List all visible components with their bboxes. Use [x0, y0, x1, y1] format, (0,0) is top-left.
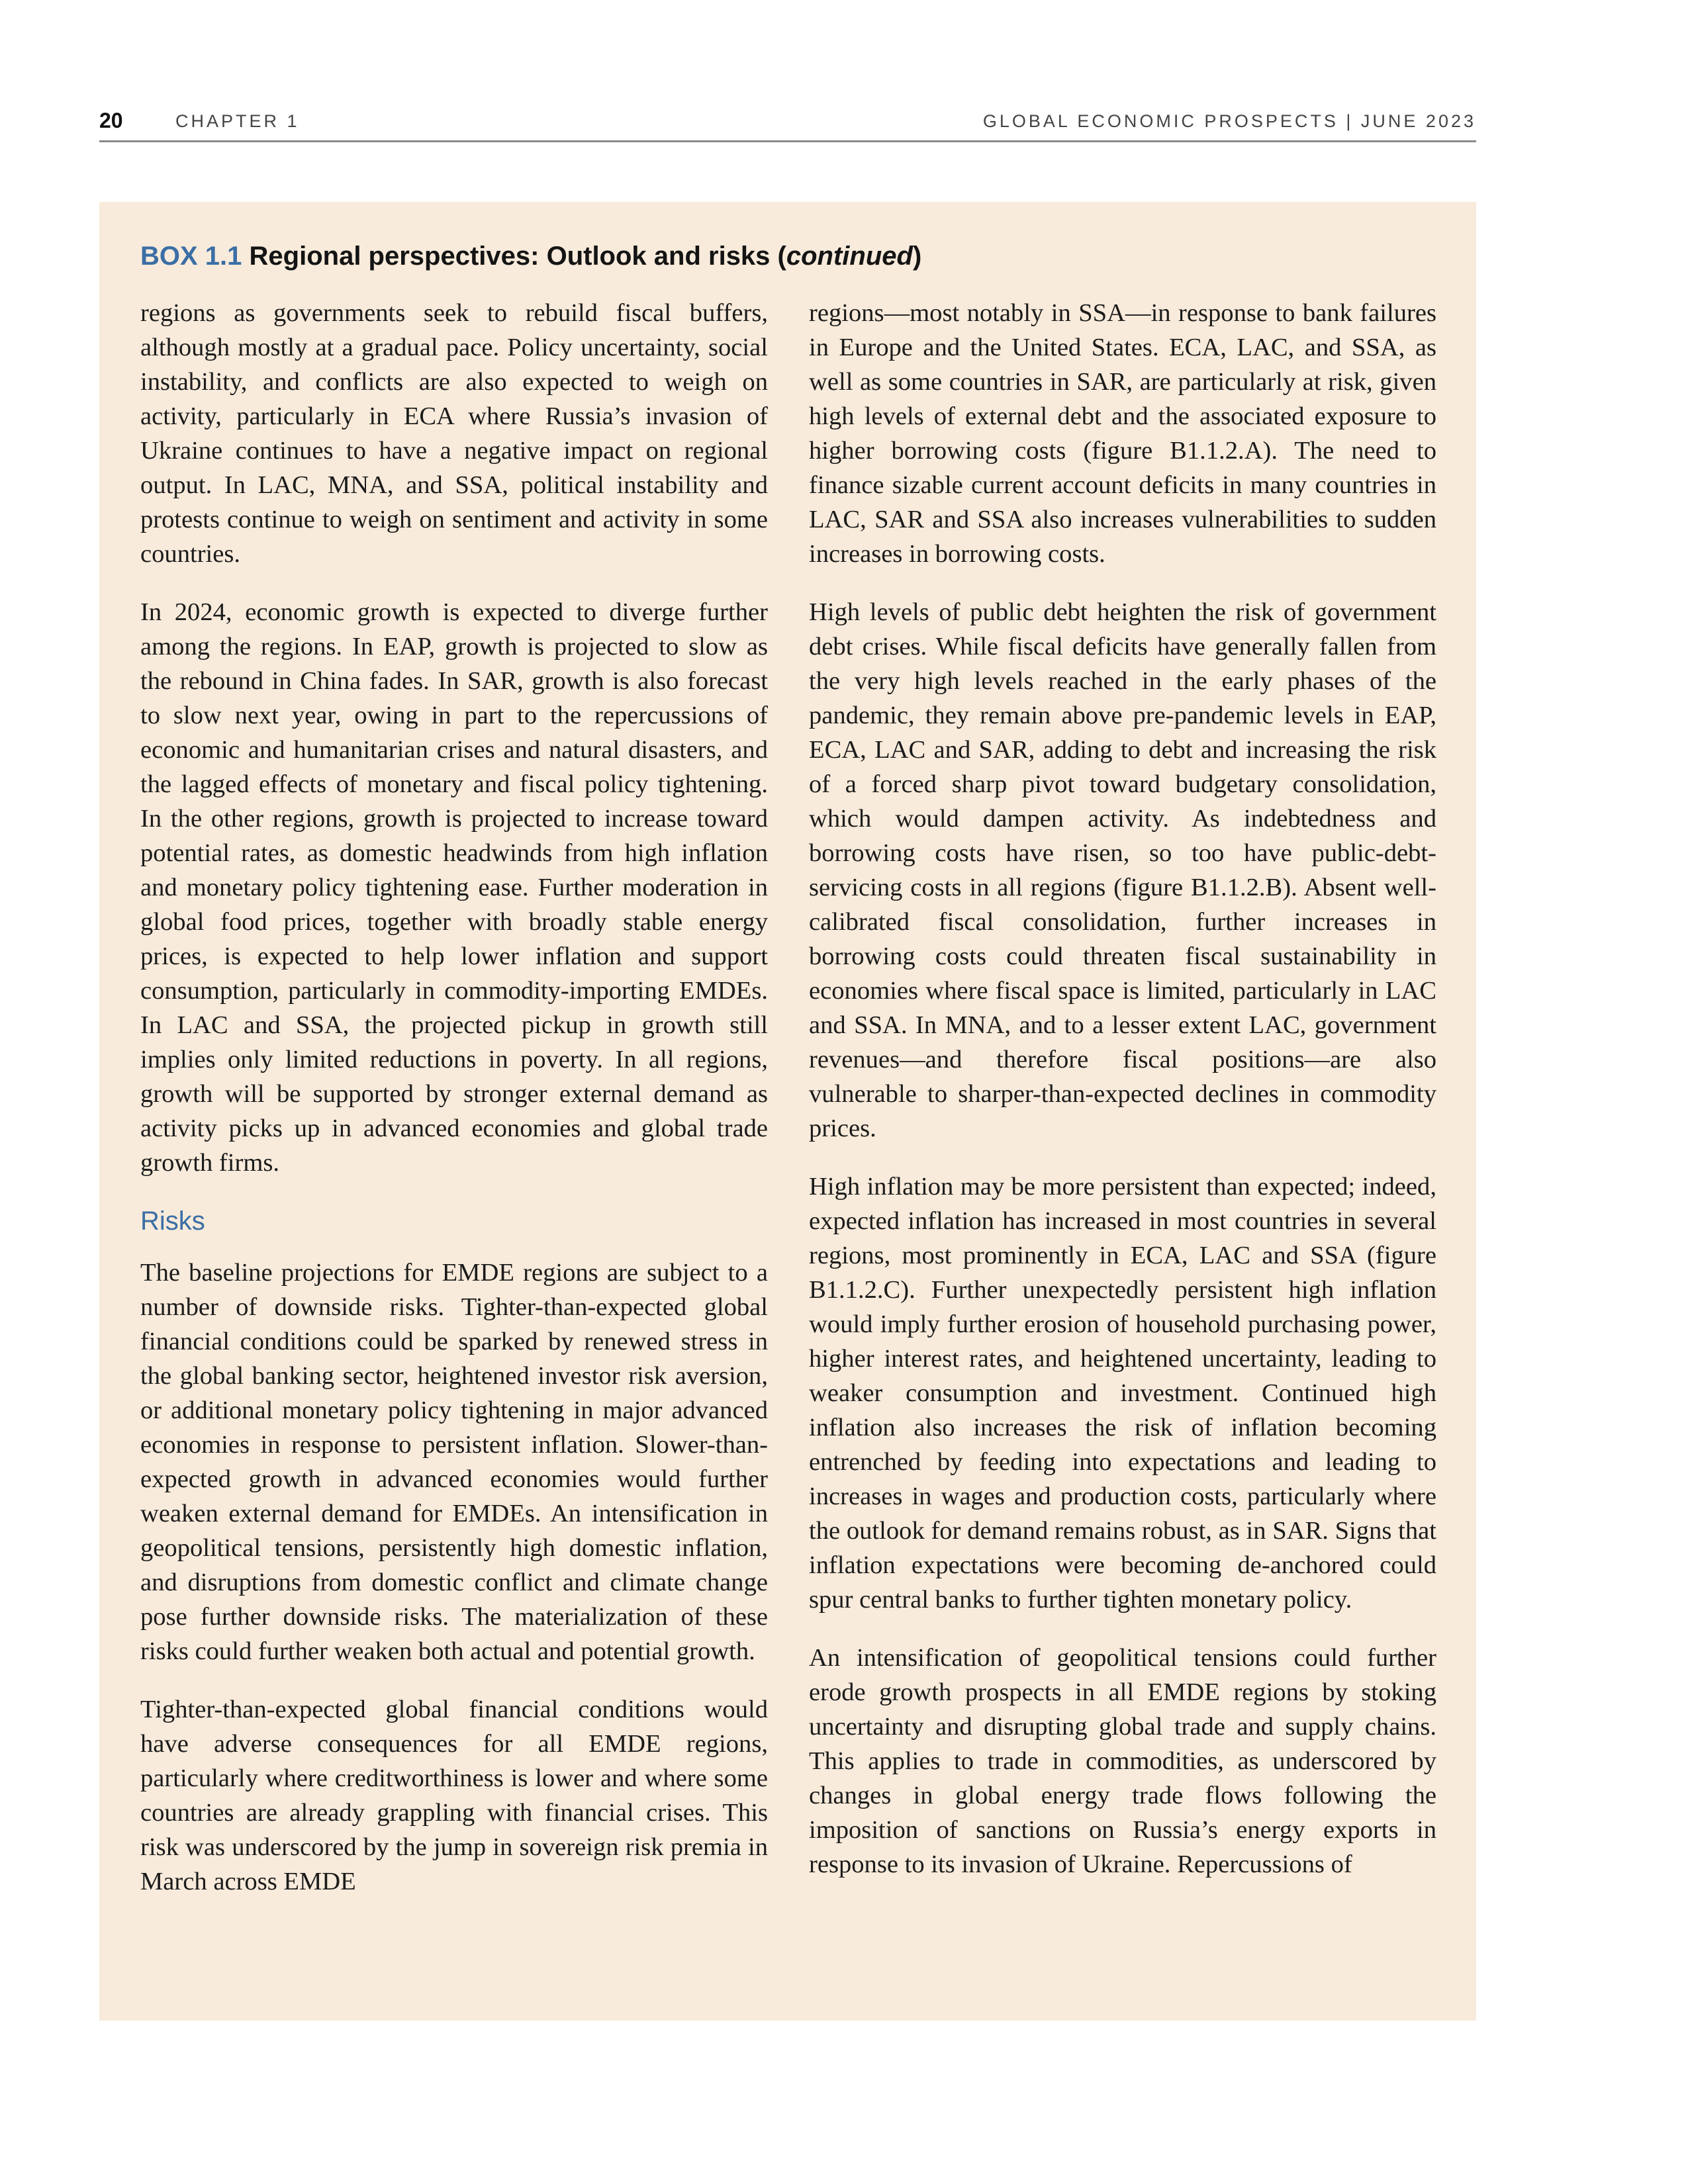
box-title-end: ) [912, 242, 922, 271]
paragraph: regions as governments seek to rebuild fiscal buffers, although mostly at a gradual pace. Policy uncertainty, social instability, and conflicts are also expected to weigh on activity, particularly in ECA where Russia’s invasion of Ukraine continues to have a negative impact on regional output. In LAC, MNA, and SSA, political instability and protests continue to weigh on sentiment and activity in some countries. [140, 299, 768, 568]
right-column [809, 296, 1436, 1905]
left-column [140, 296, 768, 1923]
paragraph: High inflation may be more persistent than expected; indeed, expected inflation has increased in most countries in several regions, most prominently in ECA, LAC and SSA (figure B1.1.2.C). Further unexpectedly persistent high inflation would imply further erosion of household purchasing power, higher interest rates, and heightened uncertainty, leading to weaker consumption and investment. Continued high inflation also increases the risk of inflation becoming entrenched by feeding into expectations and leading to increases in wages and production costs, particularly where the outlook for demand remains robust, as in SAR. Signs that inflation expectations were becoming de-anchored could spur central banks to further tighten monetary policy. [809, 1173, 1436, 1614]
section-heading-risks: Risks [140, 1206, 205, 1236]
paragraph: High levels of public debt heighten the risk of government debt crises. While fiscal deficits have generally fallen from the very high levels reached in the early phases of the pandemic, they remain above pre-pandemic levels in EAP, ECA, LAC and SAR, adding to debt and increasing the risk of a forced sharp pivot toward budgetary consolidation, which would dampen activity. As indebtedness and borrowing costs have risen, so too have public-debt-servicing costs in all regions (figure B1.1.2.B). Absent well-calibrated fiscal consolidation, further increases in borrowing costs could threaten fiscal sustainability in economies where fiscal space is limited, particularly in LAC and SSA. In MNA, and to a lesser extent LAC, government revenues—and therefore fiscal positions—are also vulnerable to sharper-than-expected declines in commodity prices. [809, 598, 1436, 1142]
page-header [99, 106, 1476, 142]
chapter-label: CHAPTER 1 [175, 111, 300, 131]
box-title [140, 242, 921, 271]
box-panel [99, 202, 1476, 2021]
box-title-italic: continued [786, 242, 913, 271]
page-number: 20 [99, 109, 123, 132]
report-title: GLOBAL ECONOMIC PROSPECTS | JUNE 2023 [982, 111, 1476, 131]
paragraph: regions—most notably in SSA—in response to bank failures in Europe and the United States. ECA, LAC, and SSA, as well as some countries in SAR, are particularly at risk, given high levels of external debt and the associated exposure to higher borrowing costs (figure B1.1.2.A). The need to finance sizable current account deficits in many countries in LAC, SAR and SSA also increases vulnerabilities to sudden increases in borrowing costs. [809, 299, 1436, 568]
paragraph: Tighter-than-expected global financial conditions would have adverse consequences for all EMDE regions, particularly where creditworthiness is lower and where some countries are already grappling with financial crises. This risk was underscored by the jump in sovereign risk premia in March across EMDE [140, 1696, 768, 1895]
paragraph: The baseline projections for EMDE regions are subject to a number of downside risks. Tighter-than-expected global financial conditions could be sparked by renewed stress in the global banking sector, heightened investor risk aversion, or additional monetary policy tightening in major advanced economies in response to persistent inflation. Slower-than-expected growth in advanced economies would further weaken external demand for EMDEs. An intensification in geopolitical tensions, persistently high domestic inflation, and disruptions from domestic conflict and climate change pose further downside risks. The materialization of these risks could further weaken both actual and potential growth. [140, 1259, 768, 1665]
box-label: BOX 1.1 [140, 242, 242, 271]
paragraph: In 2024, economic growth is expected to diverge further among the regions. In EAP, growth is projected to slow as the rebound in China fades. In SAR, growth is also forecast to slow next year, owing in part to the repercussions of economic and humanitarian crises and natural disasters, and the lagged effects of monetary and fiscal policy tightening. In the other regions, growth is projected to increase toward potential rates, as domestic headwinds from high inflation and monetary policy tightening ease. Further moderation in global food prices, together with broadly stable energy prices, is expected to help lower inflation and support consumption, particularly in commodity-importing EMDEs. In LAC and SSA, the projected pickup in growth still implies only limited reductions in poverty. In all regions, growth will be supported by stronger external demand as activity picks up in advanced economies and global trade growth firms. [140, 598, 768, 1177]
paragraph: An intensification of geopolitical tensions could further erode growth prospects in all EMDE regions by stoking uncertainty and disrupting global trade and supply chains. This applies to trade in commodities, as underscored by changes in global energy trade flows following the imposition of sanctions on Russia’s energy exports in response to its invasion of Ukraine. Repercussions of [809, 1644, 1436, 1878]
box-title-text: Regional perspectives: Outlook and risks ( [249, 242, 786, 271]
